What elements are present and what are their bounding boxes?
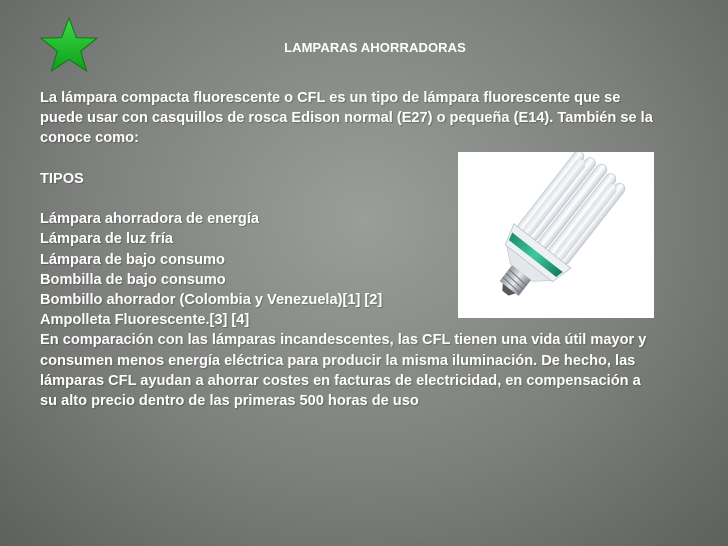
type-item: Bombillo ahorrador (Colombia y Venezuela)[1] [2] [40, 292, 383, 308]
slide-title: LAMPARAS AHORRADORAS [284, 40, 466, 55]
type-item: Lámpara de luz fría [40, 231, 174, 248]
comparison-line: consumen menos energía eléctrica para producir la misma iluminación. De hecho, las [40, 352, 636, 369]
type-item: Lámpara de bajo consumo [40, 251, 225, 268]
comparison-line: lámparas CFL ayudan a ahorrar costes en facturas de electricidad, en compensación a [40, 372, 641, 389]
intro-line: puede usar con casquillos de rosca Edison normal (E27) o pequeña (E14). También se la [40, 110, 653, 127]
type-item: Bombilla de bajo consumo [40, 271, 226, 288]
comparison-line: su alto precio dentro de las primeras 500 horas de uso [40, 393, 419, 410]
types-heading: TIPOS [40, 170, 84, 187]
intro-line: La lámpara compacta fluorescente o CFL es un tipo de lámpara fluorescente que se [40, 90, 621, 106]
type-item: Ampolleta Fluorescente.[3] [4] [40, 312, 250, 329]
cfl-lamp-image [458, 152, 654, 318]
comparison-line: En comparación con las lámparas incandescentes, las CFL tienen una vida útil mayor y [40, 332, 647, 349]
intro-line: conoce como: [40, 130, 139, 147]
type-item: Lámpara ahorradora de energía [40, 211, 259, 228]
green-star-icon [38, 16, 100, 74]
